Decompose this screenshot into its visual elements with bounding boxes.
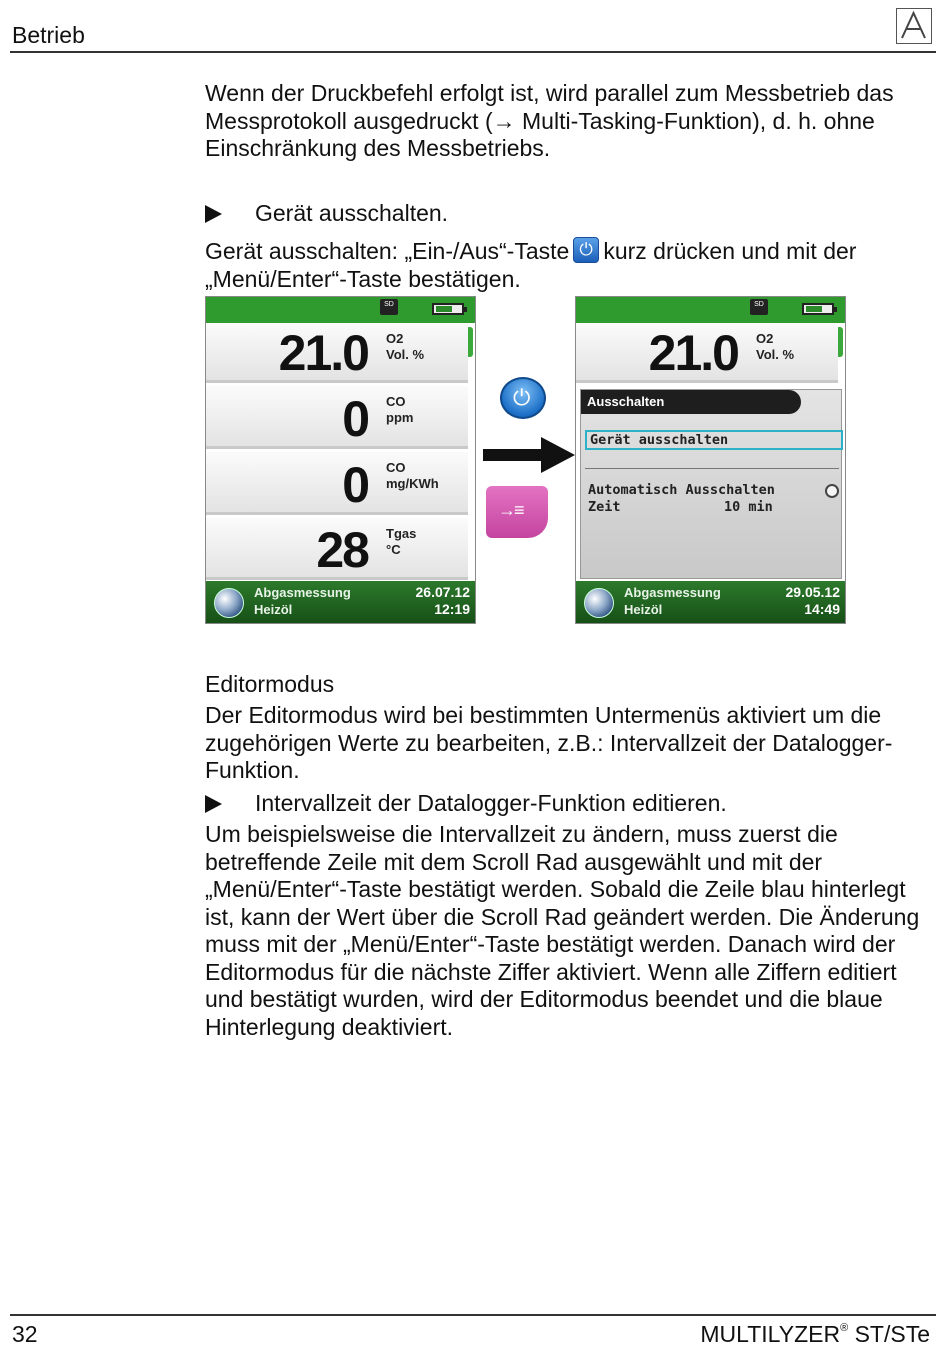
page-number: 32 [12, 1321, 38, 1347]
measurement-label: Tgas °C [386, 526, 417, 557]
status-time: 12:19 [434, 601, 470, 617]
header-divider [10, 51, 936, 53]
menu-item-auto-off[interactable] [588, 482, 838, 516]
status-fuel: Heizöl [624, 602, 663, 617]
sd-card-icon: SD [380, 299, 398, 315]
section-title: Betrieb [12, 22, 85, 48]
measurement-row [206, 323, 468, 383]
auto-off-time-label: Zeit [588, 499, 621, 515]
instruction-part1: Gerät ausschalten: „Ein-/Aus“-Taste [205, 238, 570, 264]
menu-item-switch-off[interactable]: Gerät ausschalten [585, 430, 843, 450]
menu-enter-key-icon [486, 486, 548, 538]
measurement-value: 28 [316, 522, 368, 578]
editor-instructions: Um beispielsweise die Intervallzeit zu ändern, muss zuerst die betreffende Zeile mit dem Scroll Rad ausgewählt und mit der „Menü/Enter“-Taste bestätigt werden. Sobald die Zeile blau hinterlegt ist, kann der Wert über die Scroll Rad geändert werden. Die Änderung muss mit der „Menü/Enter“-Taste bestätigt werden. Danach wird der Editormodus für die nächste Ziffer aktiviert. Wenn alle Ziffern editiert und bestätigt wurden, wird der Editormodus beendet und die blaue Hinterlegung deaktiviert. [205, 821, 920, 1040]
instruction-switch-off [205, 237, 935, 293]
device-screen-measurement [205, 296, 476, 624]
globe-icon [214, 588, 244, 618]
bullet-triangle-icon [205, 795, 222, 813]
status-mode: Abgasmessung [624, 585, 721, 600]
measurement-value: 21.0 [648, 325, 738, 381]
step-text: Gerät ausschalten. [255, 200, 449, 226]
status-date: 29.05.12 [785, 584, 840, 600]
measurement-label: CO ppm [386, 394, 414, 425]
sd-card-icon: SD [750, 299, 768, 315]
menu-title: Ausschalten [581, 390, 801, 414]
arrow-right-icon [483, 435, 575, 475]
bullet-triangle-icon [205, 205, 222, 223]
paragraph-print: Wenn der Druckbefehl erfolgt ist, wird parallel zum Messbetrieb das Messprotokoll ausgedruckt (→ Multi-Tasking-Funktion), d. h. ohne Einschränkung des Messbetriebs. [205, 80, 894, 161]
power-button-icon [500, 377, 546, 419]
measurement-row [206, 452, 468, 515]
measurement-row [206, 386, 468, 449]
brand-logo-icon [896, 8, 932, 44]
status-time: 14:49 [804, 601, 840, 617]
menu-divider [585, 468, 839, 469]
footer-divider [10, 1314, 936, 1316]
auto-off-radio[interactable] [825, 484, 839, 498]
measurement-value: 0 [342, 391, 368, 447]
battery-icon [802, 303, 834, 315]
measurement-value: 0 [342, 457, 368, 513]
status-fuel: Heizöl [254, 602, 293, 617]
measurement-label: CO mg/KWh [386, 460, 439, 491]
power-key-icon [573, 237, 599, 263]
measurement-label: O2 Vol. % [386, 331, 425, 362]
measurement-row [576, 323, 838, 383]
editor-paragraph: Der Editormodus wird bei bestimmten Untermenüs aktiviert um die zugehörigen Werte zu bearbeiten, z.B.: Intervallzeit der Datalogger-Funktion. [205, 702, 893, 783]
screen-status-bar [576, 581, 845, 623]
product-name: MULTILYZER® ST/STe [700, 1321, 930, 1347]
step-text: Intervallzeit der Datalogger-Funktion editieren. [255, 790, 727, 816]
battery-icon [432, 303, 464, 315]
status-mode: Abgasmessung [254, 585, 351, 600]
status-date: 26.07.12 [415, 584, 470, 600]
auto-off-label: Automatisch Ausschalten [588, 482, 775, 498]
globe-icon [584, 588, 614, 618]
switch-off-menu [580, 389, 842, 579]
auto-off-time-value: 10 min [724, 499, 773, 515]
measurement-value: 21.0 [278, 325, 368, 381]
screen-status-bar [206, 581, 475, 623]
instruction-part2: kurz drücken und mit der „Menü/Enter“-Taste bestätigen. [205, 238, 857, 292]
device-screen-switch-off-menu [575, 296, 846, 624]
measurement-label: O2 Vol. % [756, 331, 795, 362]
editor-heading: Editormodus [205, 671, 335, 697]
measurement-row [206, 518, 468, 580]
